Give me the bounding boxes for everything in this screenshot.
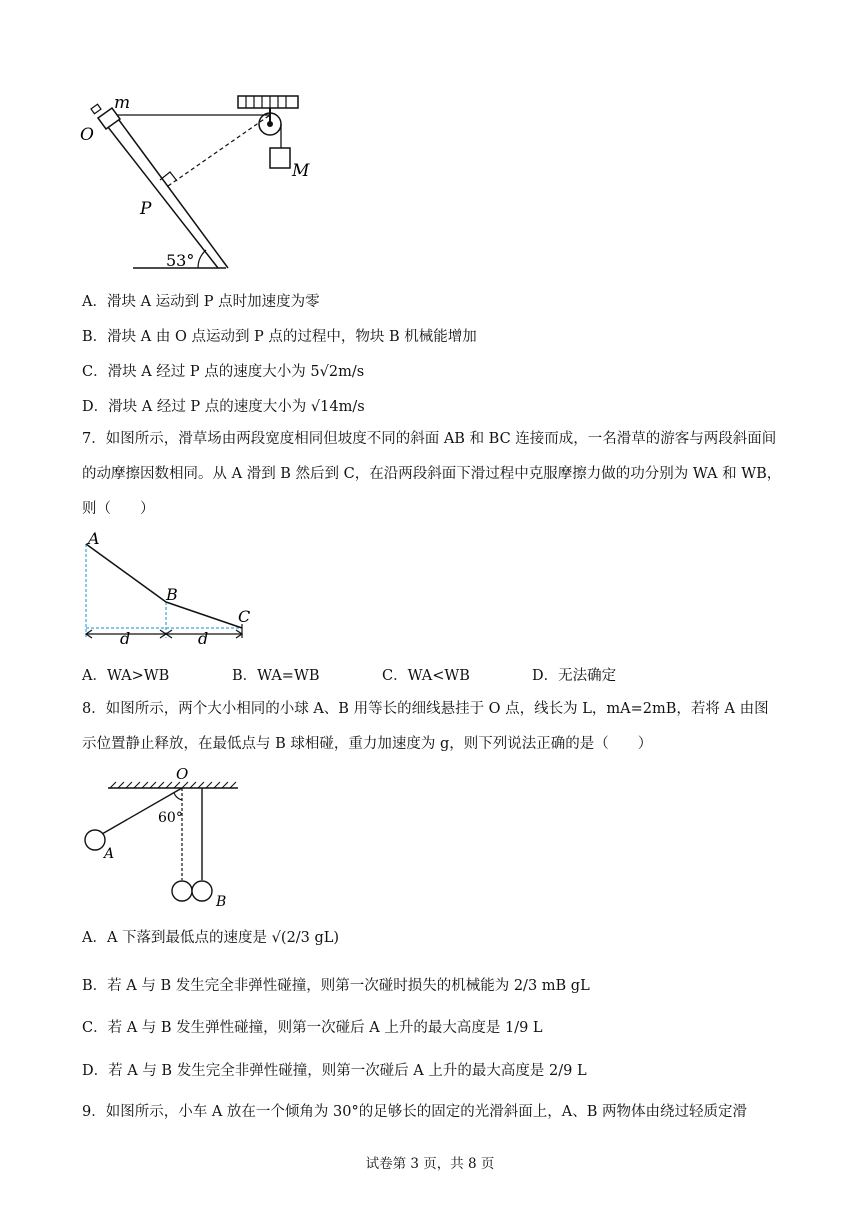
q8-option-c-value: 1/9 L [504,1020,543,1036]
label-P: P [140,199,152,219]
q6-option-a: A．滑块 A 运动到 P 点时加速度为零 [82,294,320,310]
label-d1: d [120,629,131,648]
label-B: B [166,585,178,604]
page-footer: 试卷第 3 页，共 8 页 [365,1156,495,1172]
q9-stem: 9．如图所示，小车 A 放在一个倾角为 30°的足够长的固定的光滑斜面上，A、B 两物体由绕过轻质定滑 [82,1104,747,1120]
q8-option-a-value: √(2/3 gL) [271,930,340,946]
q7-stem: 7．如图所示，滑草场由两段宽度相同但坡度不同的斜面 AB 和 BC 连接而成，一名滑草的游客与两段斜面间的动摩擦因数相同。从 A 滑到 B 然后到 C，在沿两段斜面下滑过程中克服摩擦力做的功分别为 WA 和 WB，则（ ） [82,431,782,517]
figure-q7-slopes [78,530,258,650]
q6-option-d-text: D．滑块 A 经过 P 点的速度大小为 [82,399,307,415]
q6-option-c-value: 5√2m/s [310,364,365,380]
label-A: A [88,530,100,548]
figure-q8-pendulum [78,762,258,912]
q6-option-d-value: √14m/s [310,399,365,415]
label-m: m [114,93,131,113]
q8-stem: 8．如图所示，两个大小相同的小球 A、B 用等长的细线悬挂于 O 点，线长为 L，mA=2mB，若将 A 由图示位置静止释放，在最低点与 B 球相碰，重力加速度为 g，则下列说法正确的是（ ） [82,701,769,752]
q8-option-c [82,1018,543,1038]
label-angle53: 53° [166,251,195,270]
q8-option-b [82,976,590,996]
q7-option-a: A．WA>WB [82,668,170,684]
figure-q6-incline-pulley [78,88,328,278]
q6-option-b: B．滑块 A 由 O 点运动到 P 点的过程中，物块 B 机械能增加 [82,329,477,345]
q7-option-c: C．WA<WB [382,668,470,684]
q7-option-b: B．WA=WB [232,668,320,684]
q8-option-d [82,1061,587,1081]
q6-option-c-text: C．滑块 A 经过 P 点的速度大小为 [82,364,306,380]
label-A: A [104,846,115,862]
q8-option-c-text: C．若 A 与 B 发生弹性碰撞，则第一次碰后 A 上升的最大高度是 [82,1020,501,1036]
label-M: M [292,161,310,181]
q8-option-a [82,928,339,948]
q8-option-a-text: A．A 下落到最低点的速度是 [82,930,268,946]
label-O: O [176,765,189,783]
label-C: C [238,607,251,626]
label-d2: d [198,629,209,648]
q8-option-b-value: 2/3 mB gL [513,978,590,994]
label-angle60: 60° [158,810,183,826]
q8-option-d-text: D．若 A 与 B 发生完全非弹性碰撞，则第一次碰后 A 上升的最大高度是 [82,1063,545,1079]
q6-option-d [82,397,365,417]
q8-option-b-text: B．若 A 与 B 发生完全非弹性碰撞，则第一次碰时损失的机械能为 [82,978,510,994]
label-O: O [80,125,94,145]
q8-option-d-value: 2/9 L [549,1063,587,1079]
label-B: B [216,894,227,910]
q7-option-d: D．无法确定 [532,668,617,684]
q6-option-c [82,362,364,382]
